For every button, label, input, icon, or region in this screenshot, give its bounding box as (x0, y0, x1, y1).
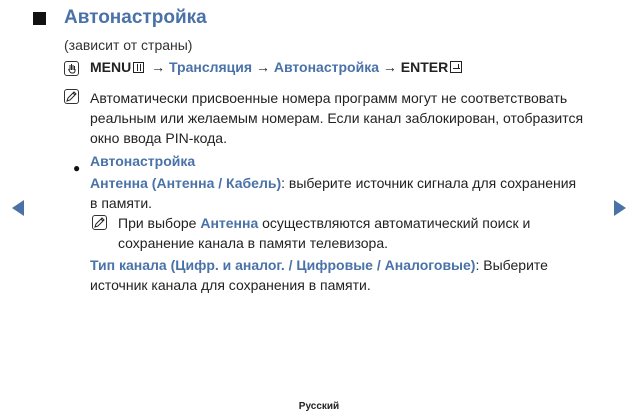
note-line-2: реальным или желаемым номерам. Если канал заблокирован, отобразится (90, 110, 584, 126)
subnote-rest: осуществляются автоматический поиск и (258, 215, 531, 231)
left-arrow-icon[interactable] (12, 200, 24, 216)
menu-button-icon (133, 62, 144, 73)
menu-item-broadcast: Трансляция (169, 59, 253, 75)
page-footer-language: Русский (298, 401, 340, 412)
antenna-desc-line2: в памяти. (90, 195, 153, 211)
antenna-term: Антенна (Антенна / Кабель) (90, 175, 282, 191)
channel-type-option (90, 255, 548, 275)
subnote-prefix: При выборе (118, 215, 201, 231)
channel-type-desc: : Выберите (475, 257, 548, 273)
bullet-title: Автонастройка (90, 153, 196, 169)
bullet-icon: ● (73, 161, 81, 175)
menu-hand-icon (64, 61, 79, 76)
page-subtitle: (зависит от страны) (64, 37, 193, 53)
note-icon (64, 89, 79, 104)
page-title: Автонастройка (64, 7, 207, 28)
enter-label: ENTER (400, 59, 449, 75)
right-arrow-icon[interactable] (614, 200, 626, 216)
subnote-term: Антенна (200, 215, 259, 231)
subnote-line-1 (118, 213, 530, 233)
subnote-line-2: сохранение канала в памяти телевизора. (118, 235, 389, 251)
channel-type-line2: источник канала для сохранения в памяти. (90, 277, 371, 293)
enter-icon (450, 61, 462, 73)
note-line-3: окно ввода PIN-кода. (90, 130, 227, 146)
arrow: → (255, 59, 270, 75)
square-bullet-icon (33, 12, 46, 25)
note-line-1: Автоматически присвоенные номера программ могут не соответствовать (90, 90, 568, 106)
antenna-desc: : выберите источник сигнала для сохранения (281, 175, 577, 191)
arrow: → (151, 59, 166, 75)
menu-item-autotune: Автонастройка (273, 59, 379, 75)
note-icon (92, 215, 107, 230)
channel-type-term: Тип канала (Цифр. и аналог. / Цифровые / Аналоговые) (90, 257, 476, 273)
arrow: → (382, 59, 397, 75)
antenna-option (90, 173, 576, 193)
menu-label: MENU (90, 59, 132, 75)
menu-path (90, 59, 462, 75)
